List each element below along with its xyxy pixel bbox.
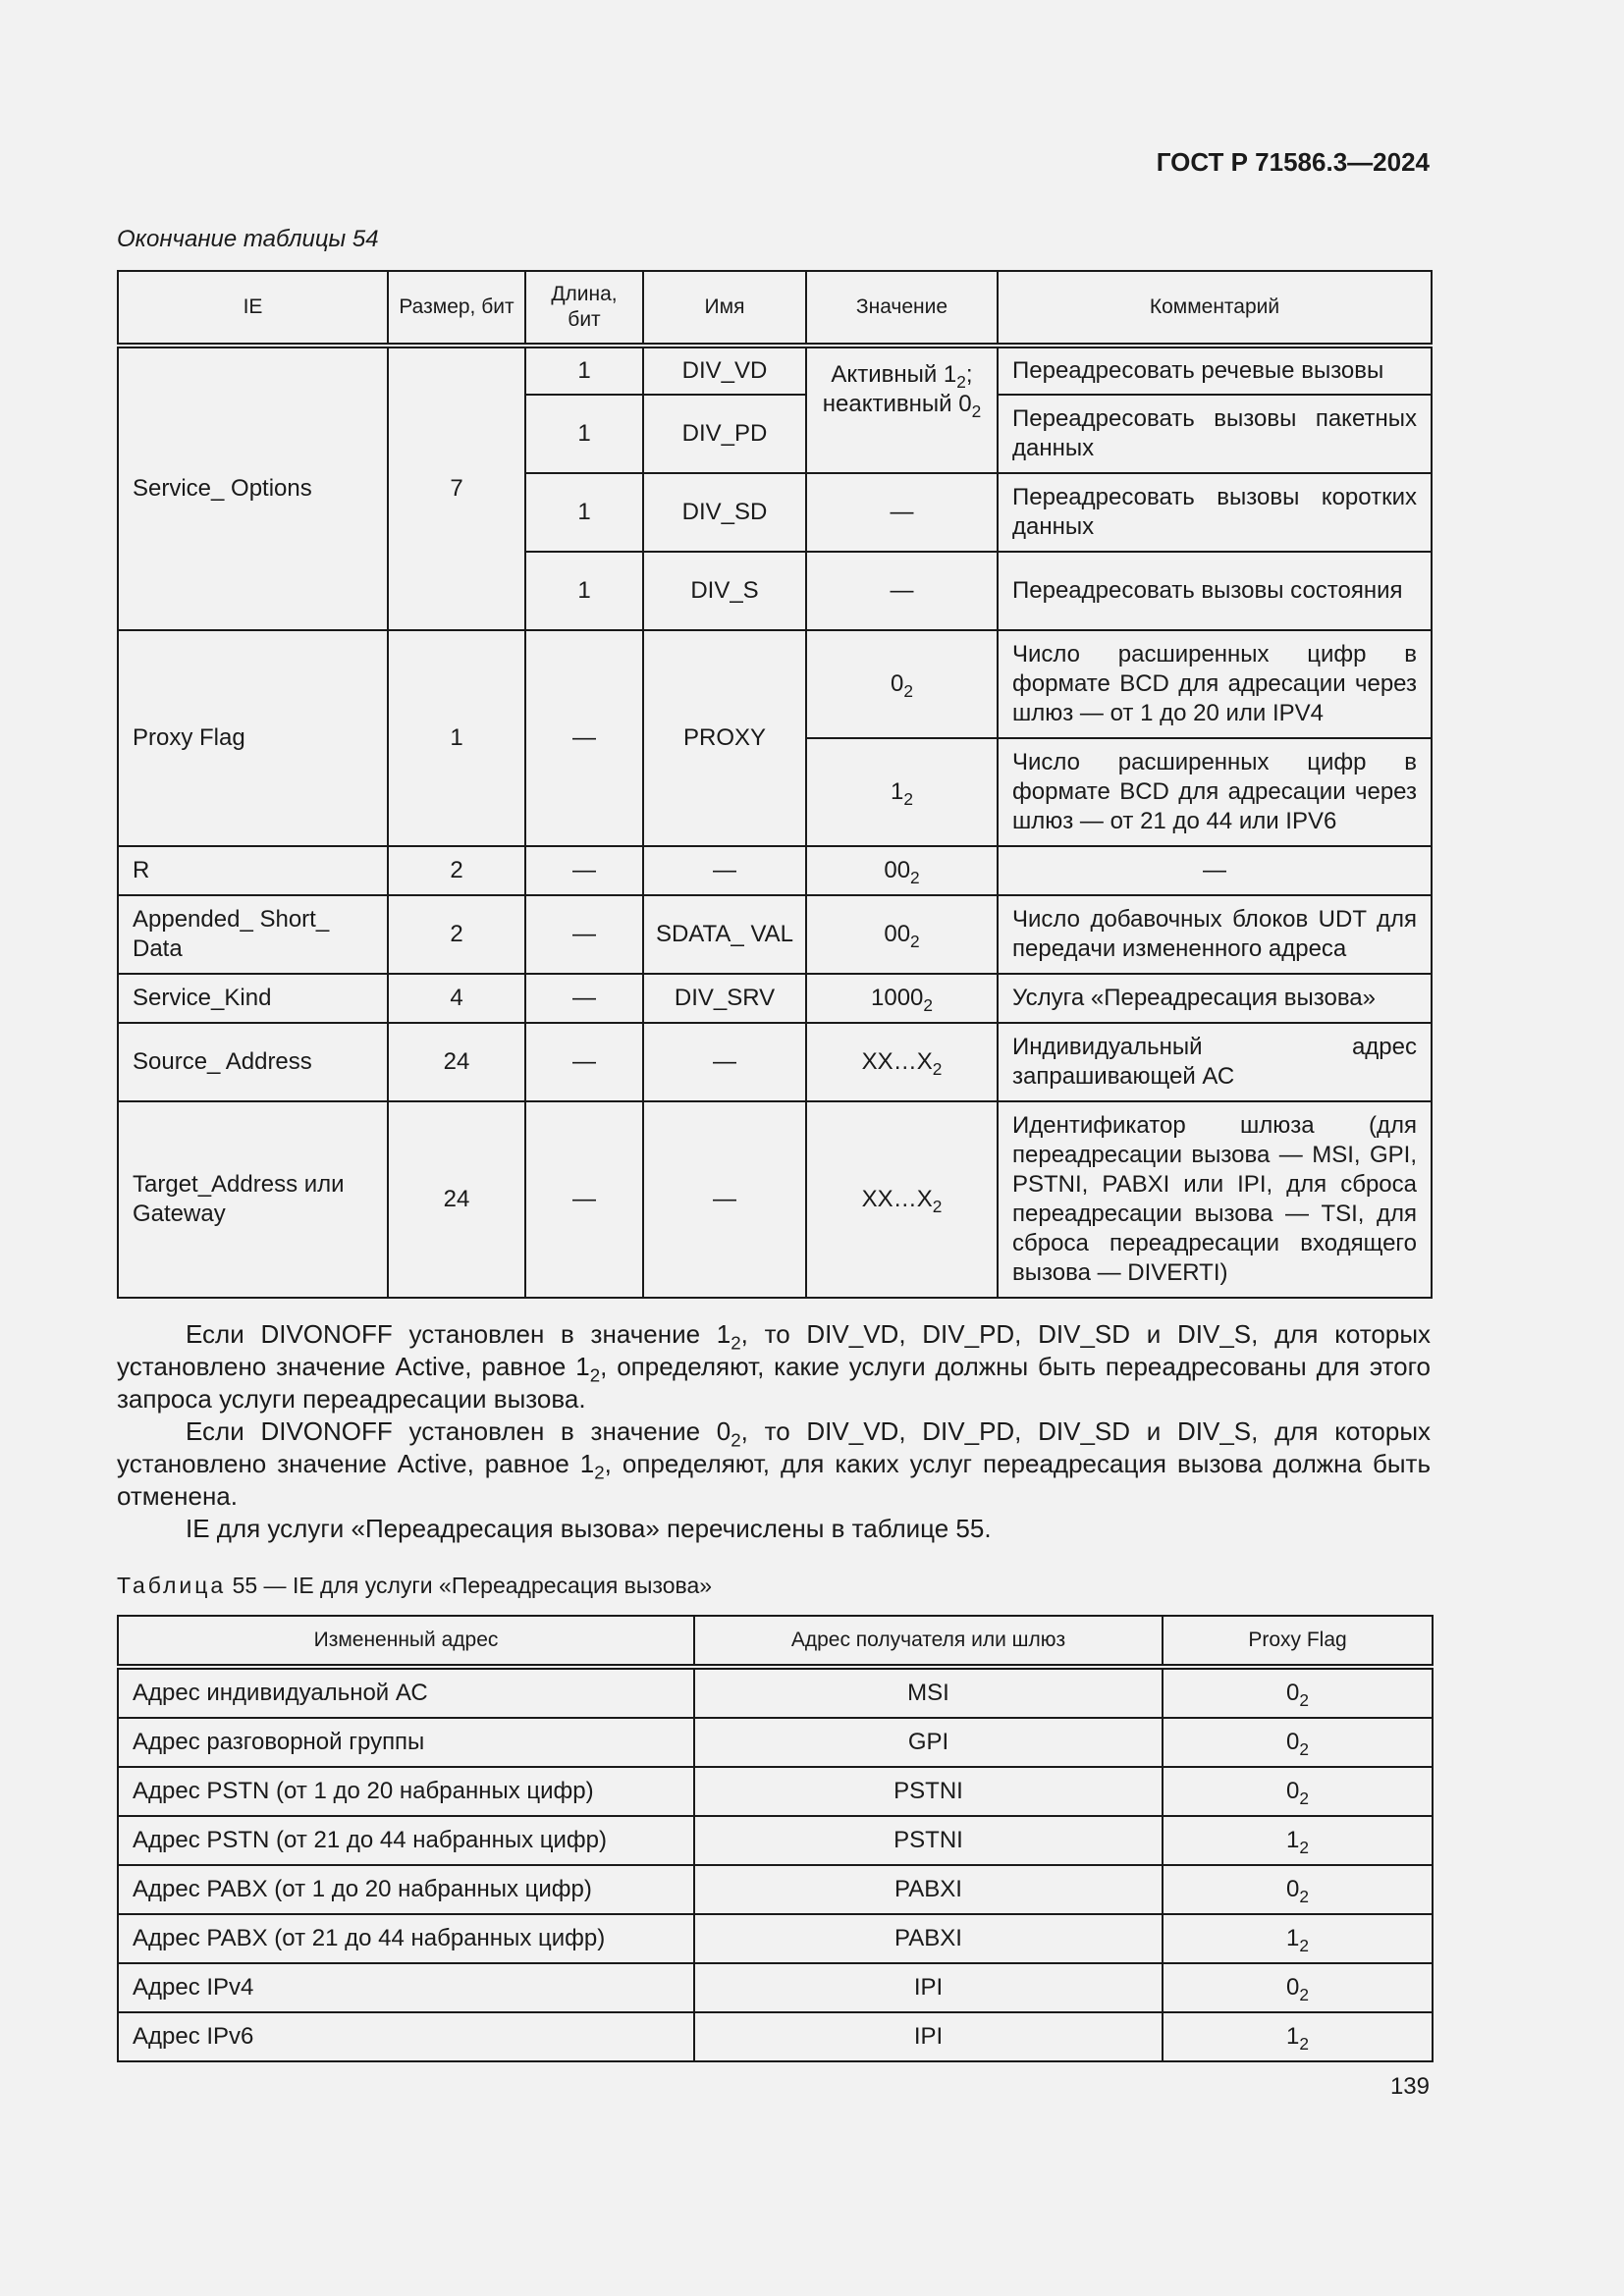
table-row xyxy=(118,1865,1433,1914)
table-55-caption: Таблица 55 — IE для услуги «Переадресация вызова» xyxy=(117,1573,713,1598)
flag-cell: $0_2$ xyxy=(1163,1667,1433,1718)
address-cell: Адрес разговорной группы xyxy=(118,1718,694,1767)
address-cell: Адрес индивидуальной АС xyxy=(118,1667,694,1718)
col-header: Значение xyxy=(806,271,998,346)
col-header: Proxy Flag xyxy=(1163,1616,1433,1667)
address-cell: Адрес IPv6 xyxy=(118,2012,694,2061)
col-header: Адрес получателя или шлюз xyxy=(694,1616,1163,1667)
value-cell: $1000_2$ xyxy=(806,974,998,1023)
col-header: Имя xyxy=(643,271,806,346)
document-header: ГОСТ Р 71586.3—2024 xyxy=(1156,147,1430,177)
size-cell: 24 xyxy=(388,1101,525,1298)
length-cell: 1 xyxy=(525,395,643,473)
table-header-row xyxy=(118,271,1432,346)
size-cell: 4 xyxy=(388,974,525,1023)
flag-cell: $0_2$ xyxy=(1163,1865,1433,1914)
name-cell: — xyxy=(643,1023,806,1101)
table-row xyxy=(118,1718,1433,1767)
col-header: Комментарий xyxy=(998,271,1432,346)
comment-cell: — xyxy=(998,846,1432,895)
value-cell: $0_2$ xyxy=(806,630,998,738)
target-cell: PSTNI xyxy=(694,1816,1163,1865)
name-cell: — xyxy=(643,846,806,895)
table-row xyxy=(118,974,1432,1023)
value-cell: — xyxy=(806,552,998,630)
table-row xyxy=(118,1816,1433,1865)
table-row xyxy=(118,895,1432,974)
ie-cell: Target_Address или Gateway xyxy=(118,1101,388,1298)
comment-cell: Идентификатор шлюза (для переадресации вызова — MSI, GPI, PSTNI, PABXI или IPI, для сброса переадресации вызова — TSI, для сброса переадресации входящего вызова — DIVERTI) xyxy=(998,1101,1432,1298)
target-cell: PABXI xyxy=(694,1914,1163,1963)
length-cell: 1 xyxy=(525,473,643,552)
size-cell: 24 xyxy=(388,1023,525,1101)
flag-cell: $1_2$ xyxy=(1163,1914,1433,1963)
ie-cell: Source_ Address xyxy=(118,1023,388,1101)
target-cell: MSI xyxy=(694,1667,1163,1718)
target-cell: IPI xyxy=(694,1963,1163,2012)
table-header-row xyxy=(118,1616,1433,1667)
name-cell: PROXY xyxy=(643,630,806,846)
paragraph: IE для услуги «Переадресация вызова» перечислены в таблице 55. xyxy=(186,1514,992,1543)
length-cell: 1 xyxy=(525,346,643,395)
value-cell: — xyxy=(806,473,998,552)
size-cell: 2 xyxy=(388,895,525,974)
flag-cell: $1_2$ xyxy=(1163,2012,1433,2061)
body-text xyxy=(117,1318,1431,1545)
ie-cell: Service_ Options xyxy=(118,346,388,630)
table-row xyxy=(118,1963,1433,2012)
target-cell: GPI xyxy=(694,1718,1163,1767)
paragraph: Если DIVONOFF установлен в значение $0_2$, то DIV_VD, DIV_PD, DIV_SD и DIV_S, для которых установлено значение Active, равное $1_2$, определяют, для каких услуг переадресация вызова должна быть отменена. xyxy=(117,1416,1432,1511)
target-cell: PSTNI xyxy=(694,1767,1163,1816)
length-cell: — xyxy=(525,974,643,1023)
value-cell: Активный $1_2$; неактивный $0_2$ xyxy=(806,346,998,473)
table-row xyxy=(118,1101,1432,1298)
size-cell: 2 xyxy=(388,846,525,895)
address-cell: Адрес PSTN (от 1 до 20 набранных цифр) xyxy=(118,1767,694,1816)
length-cell: — xyxy=(525,846,643,895)
col-header: Размер, бит xyxy=(388,271,525,346)
paragraph: Если DIVONOFF установлен в значение $1_2$, то DIV_VD, DIV_PD, DIV_SD и DIV_S, для которых установлено значение Active, равное $1_2$, определяют, какие услуги должны быть переадресованы для этого запроса услуги переадресации вызова. xyxy=(117,1319,1432,1414)
address-cell: Адрес PABX (от 21 до 44 набранных цифр) xyxy=(118,1914,694,1963)
size-cell: 1 xyxy=(388,630,525,846)
value-cell: $00_2$ xyxy=(806,895,998,974)
table-55 xyxy=(117,1615,1434,2062)
comment-cell: Число расширенных цифр в формате BCD для адресации через шлюз — от 1 до 20 или IPV4 xyxy=(998,630,1432,738)
address-cell: Адрес PSTN (от 21 до 44 набранных цифр) xyxy=(118,1816,694,1865)
comment-cell: Услуга «Переадресация вызова» xyxy=(998,974,1432,1023)
value-cell: $1_2$ xyxy=(806,738,998,846)
comment-cell: Число добавочных блоков UDT для передачи измененного адреса xyxy=(998,895,1432,974)
name-cell: SDATA_ VAL xyxy=(643,895,806,974)
target-cell: PABXI xyxy=(694,1865,1163,1914)
col-header: Длина, бит xyxy=(525,271,643,346)
table-row xyxy=(118,346,1432,395)
page-number: 139 xyxy=(1389,2073,1430,2100)
table-row xyxy=(118,2012,1433,2061)
comment-cell: Переадресовать вызовы состояния xyxy=(998,552,1432,630)
name-cell: DIV_VD xyxy=(643,346,806,395)
length-cell: — xyxy=(525,895,643,974)
table-row xyxy=(118,1667,1433,1718)
name-cell: DIV_PD xyxy=(643,395,806,473)
length-cell: — xyxy=(525,1023,643,1101)
table-row xyxy=(118,1023,1432,1101)
flag-cell: $0_2$ xyxy=(1163,1963,1433,2012)
col-header: IE xyxy=(118,271,388,346)
comment-cell: Переадресовать вызовы коротких данных xyxy=(998,473,1432,552)
ie-cell: Appended_ Short_ Data xyxy=(118,895,388,974)
comment-cell: Переадресовать речевые вызовы xyxy=(998,346,1432,395)
table-row xyxy=(118,1767,1433,1816)
table-row xyxy=(118,846,1432,895)
address-cell: Адрес PABX (от 1 до 20 набранных цифр) xyxy=(118,1865,694,1914)
flag-cell: $0_2$ xyxy=(1163,1718,1433,1767)
length-cell: 1 xyxy=(525,552,643,630)
length-cell: — xyxy=(525,1101,643,1298)
value-cell: $00_2$ xyxy=(806,846,998,895)
ie-cell: Proxy Flag xyxy=(118,630,388,846)
address-cell: Адрес IPv4 xyxy=(118,1963,694,2012)
name-cell: DIV_S xyxy=(643,552,806,630)
target-cell: IPI xyxy=(694,2012,1163,2061)
table-54 xyxy=(117,270,1433,1299)
comment-cell: Индивидуальный адрес запрашивающей АС xyxy=(998,1023,1432,1101)
value-cell: $XX\dots X_2$ xyxy=(806,1101,998,1298)
table-54-caption: Окончание таблицы 54 xyxy=(117,226,379,252)
value-cell: $XX\dots X_2$ xyxy=(806,1023,998,1101)
name-cell: DIV_SRV xyxy=(643,974,806,1023)
length-cell: — xyxy=(525,630,643,846)
table-row xyxy=(118,630,1432,738)
ie-cell: R xyxy=(118,846,388,895)
flag-cell: $1_2$ xyxy=(1163,1816,1433,1865)
name-cell: — xyxy=(643,1101,806,1298)
comment-cell: Число расширенных цифр в формате BCD для адресации через шлюз — от 21 до 44 или IPV6 xyxy=(998,738,1432,846)
size-cell: 7 xyxy=(388,346,525,630)
flag-cell: $0_2$ xyxy=(1163,1767,1433,1816)
ie-cell: Service_Kind xyxy=(118,974,388,1023)
table-row xyxy=(118,1914,1433,1963)
col-header: Измененный адрес xyxy=(118,1616,694,1667)
comment-cell: Переадресовать вызовы пакетных данных xyxy=(998,395,1432,473)
name-cell: DIV_SD xyxy=(643,473,806,552)
